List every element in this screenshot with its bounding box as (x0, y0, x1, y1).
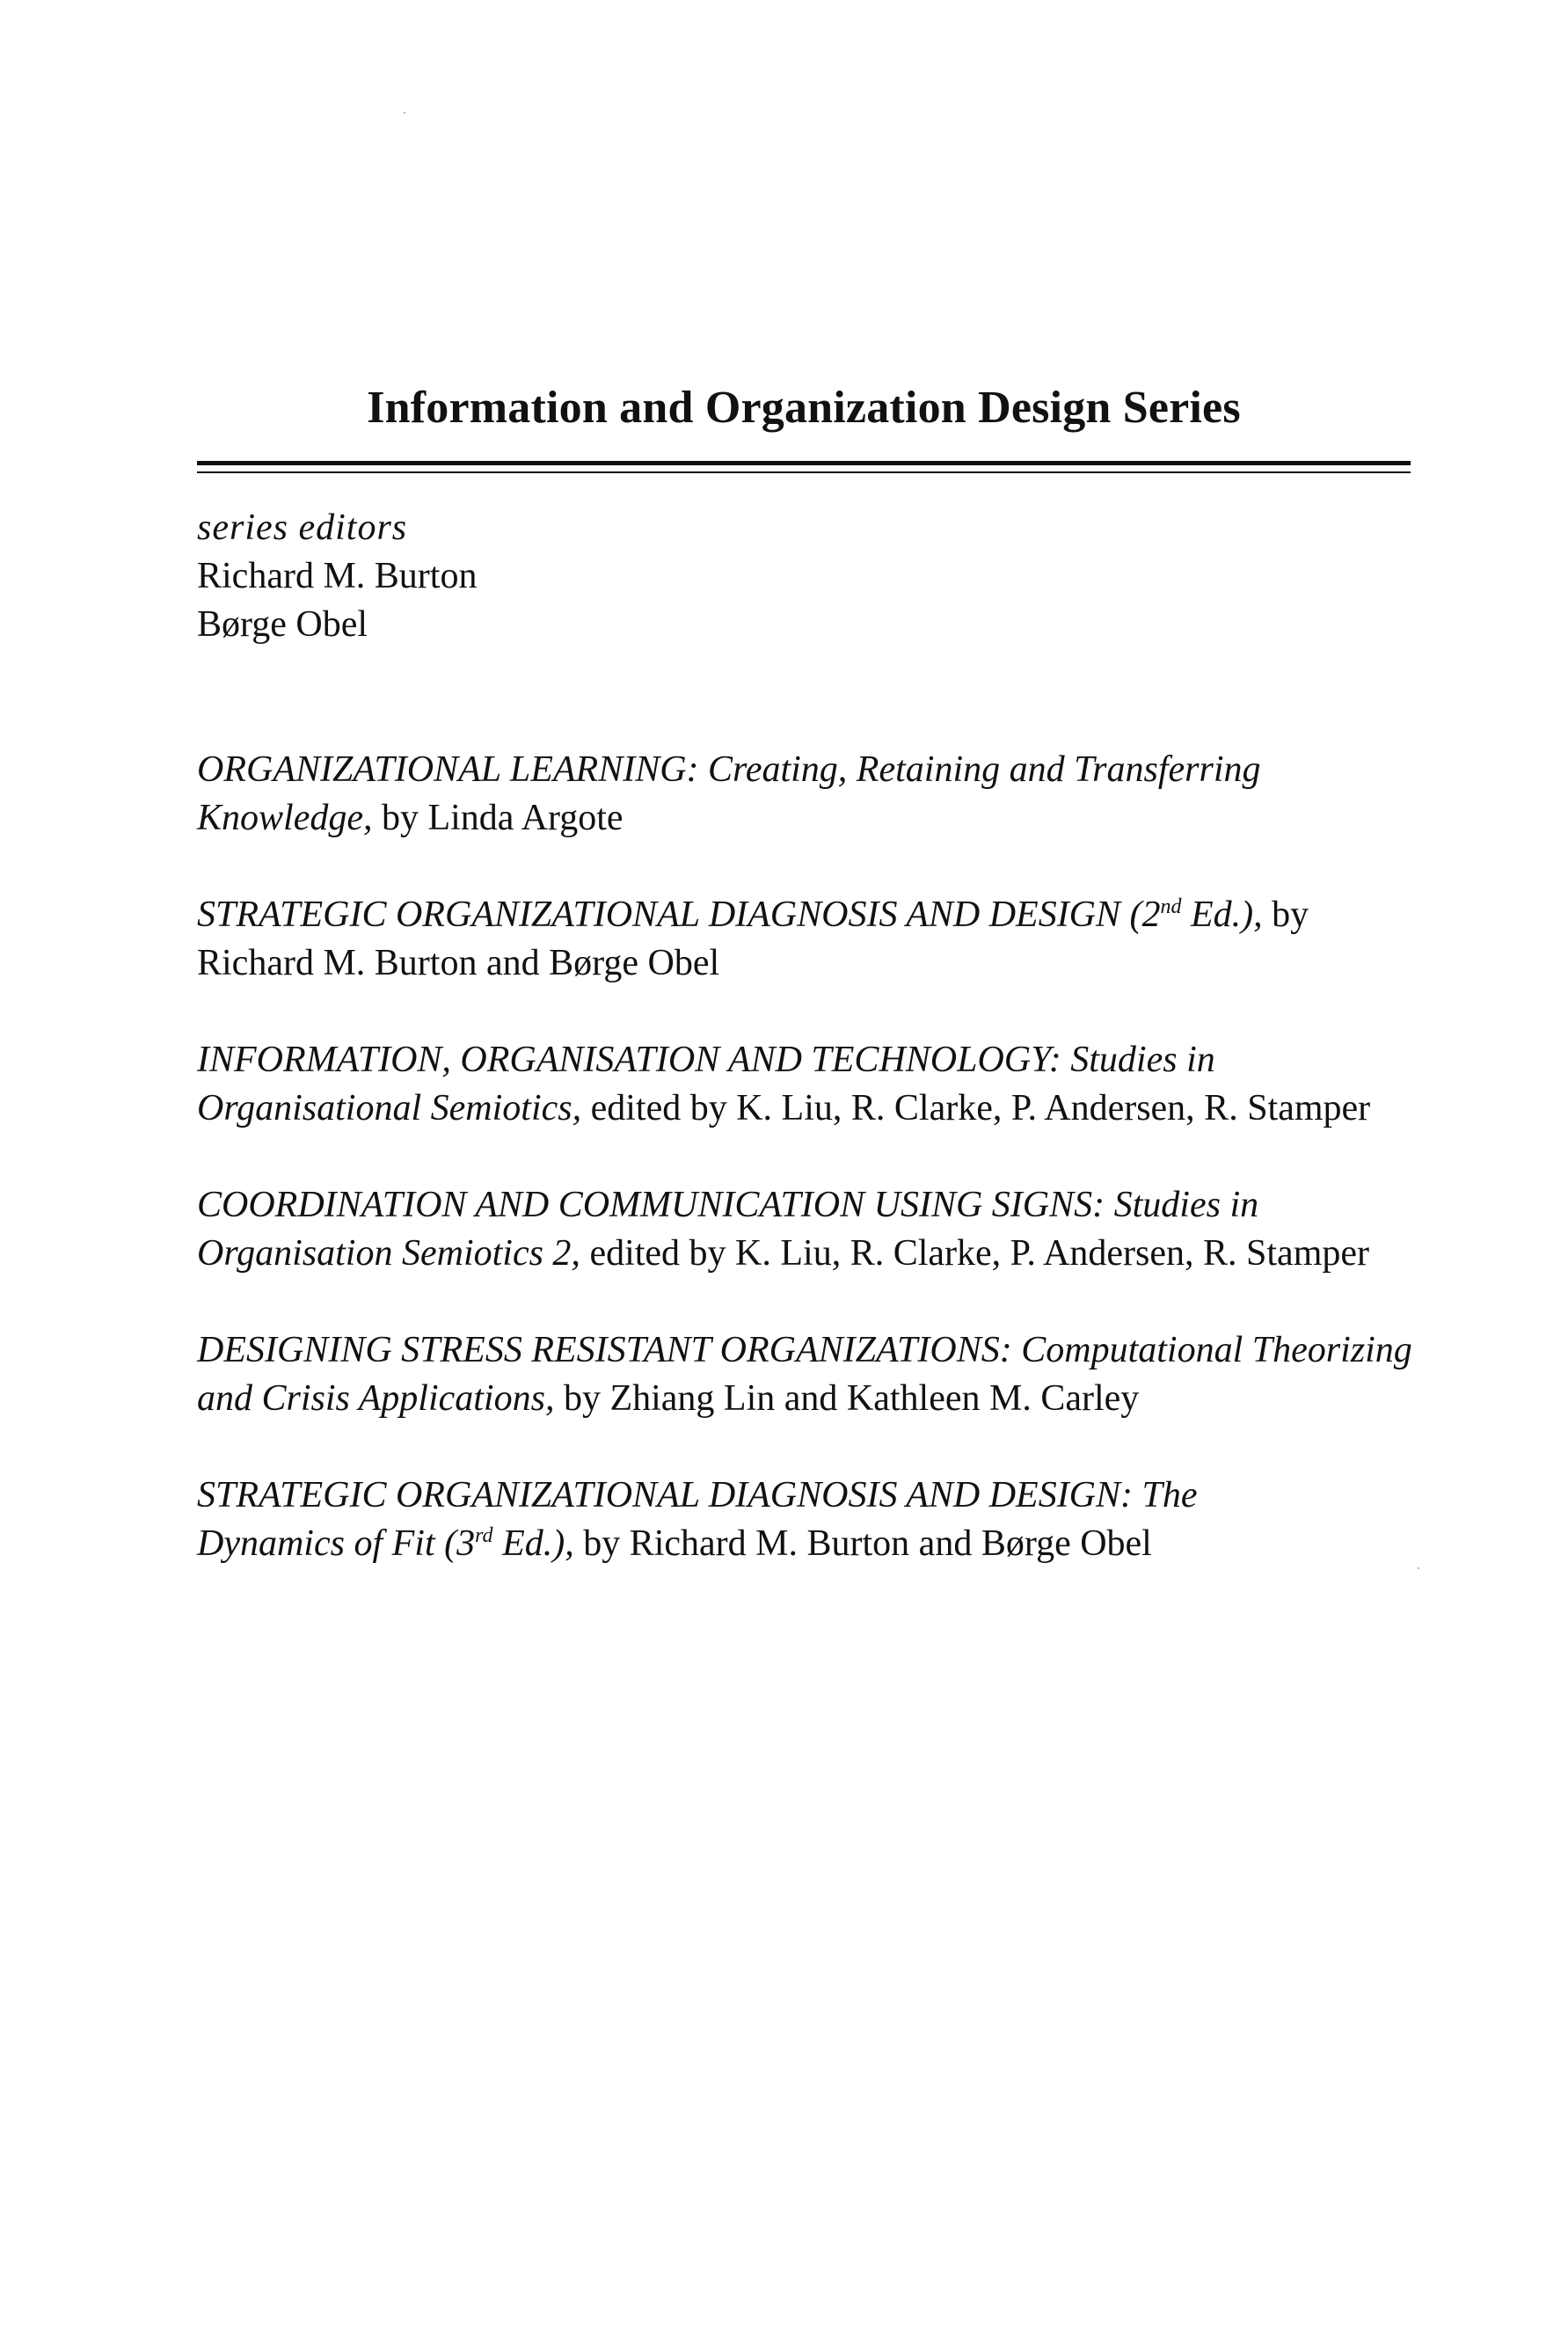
scan-speck (1418, 1567, 1419, 1569)
book-credit: by Zhiang Lin and Kathleen M. Carley (563, 1378, 1140, 1419)
book-entry (197, 1472, 1428, 1568)
editor-name: Børge Obel (197, 604, 368, 645)
book-entry (197, 1181, 1428, 1278)
book-title-cont: Theorizing and Crisis Applications, (197, 1330, 1412, 1419)
book-title-cont: Organisational Semiotics, (197, 1088, 582, 1128)
book-credit: by Richard M. Burton and Børge Obel (197, 895, 1309, 983)
edition-superscript: rd (475, 1524, 493, 1547)
book-title-cont: Dynamics of Fit (3 (197, 1523, 476, 1564)
book-title: INFORMATION, ORGANISATION AND TECHNOLOGY: Studies in (197, 1040, 1215, 1080)
book-credit: by Richard M. Burton and Børge Obel (583, 1523, 1152, 1564)
book-entry (197, 746, 1428, 843)
book-title: COORDINATION AND COMMUNICATION USING SIGNS: Studies in (197, 1185, 1259, 1225)
book-entry (197, 1036, 1428, 1133)
book-title: STRATEGIC ORGANIZATIONAL DIAGNOSIS AND DESIGN: The (197, 1475, 1198, 1515)
book-title: ORGANIZATIONAL LEARNING: Creating, Retaining and Transferring (197, 749, 1261, 790)
series-editors-label: series editors (197, 508, 408, 548)
book-credit: edited by K. Liu, R. Clarke, P. Andersen, R. Stamper (590, 1088, 1371, 1128)
scan-speck (404, 112, 405, 113)
series-editors (197, 504, 477, 649)
book-title-end: Ed.), (502, 1523, 574, 1564)
series-title: Information and Organization Design Series (367, 383, 1241, 433)
title-rule-thin (197, 471, 1411, 473)
book-credit: by Linda Argote (381, 798, 624, 838)
book-title: DESIGNING STRESS RESISTANT ORGANIZATIONS: Computational (197, 1330, 1243, 1370)
title-rule-thick (197, 461, 1411, 465)
book-credit: edited by K. Liu, R. Clarke, P. Andersen, R. Stamper (589, 1233, 1369, 1274)
book-entry (197, 891, 1428, 988)
book-entry (197, 1326, 1428, 1423)
book-title: STRATEGIC ORGANIZATIONAL DIAGNOSIS AND DESIGN (2 (197, 895, 1161, 935)
book-list (197, 746, 1428, 1617)
editor-name: Richard M. Burton (197, 556, 478, 596)
book-title-cont: Ed.), (1191, 895, 1263, 935)
book-title-cont: Organisation Semiotics 2, (197, 1233, 580, 1274)
book-title-cont: Knowledge, (197, 798, 373, 838)
edition-superscript: nd (1160, 895, 1182, 918)
